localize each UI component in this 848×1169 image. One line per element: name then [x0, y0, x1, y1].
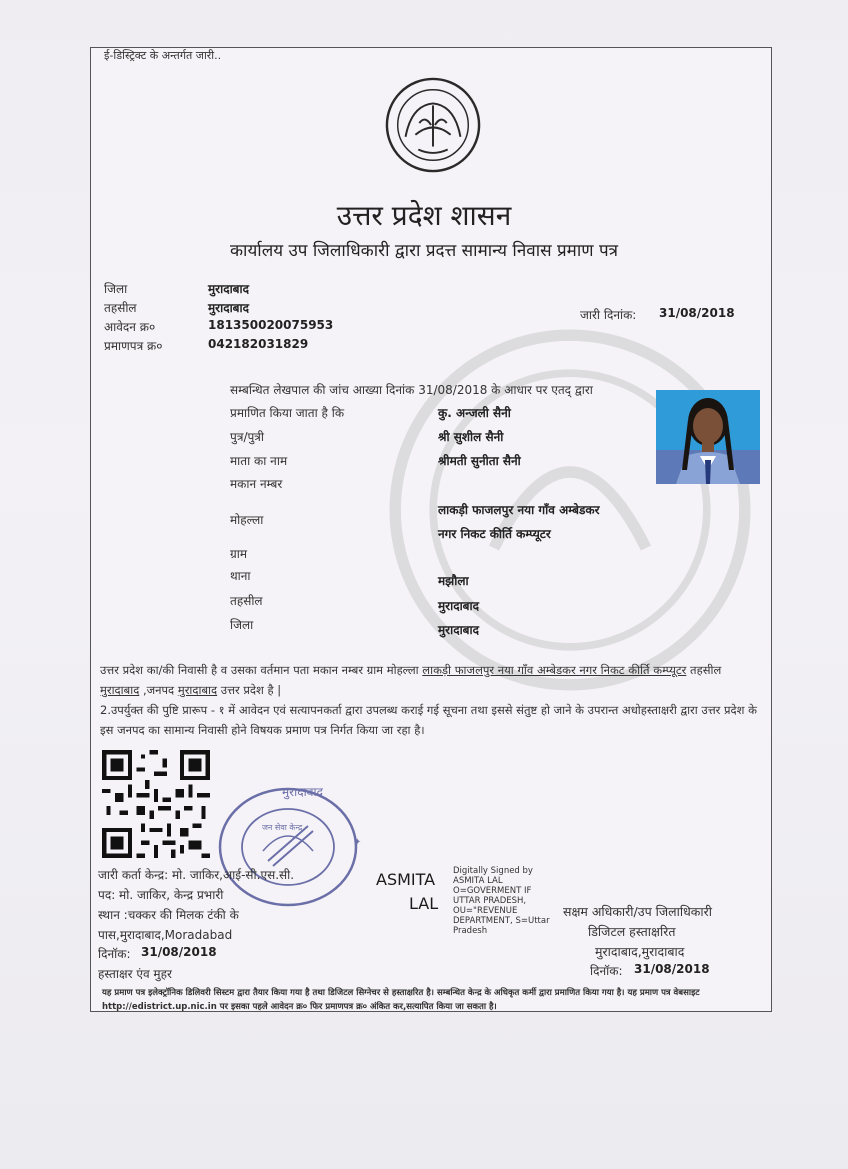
- stamp-inner-text: जन सेवा केन्द्र: [262, 823, 303, 832]
- document-subtitle: कार्यालय उप जिलाधिकारी द्वारा प्रदत्त सामान्य निवास प्रमाण पत्र: [229, 241, 618, 261]
- meta-tehsil-value: मुरादाबाद: [208, 301, 250, 315]
- son-daughter-label: पुत्र/पुत्री: [230, 430, 265, 444]
- issue-date-label: जारी दिनांक:: [580, 308, 637, 322]
- digital-sign-name-line2: LAL: [409, 894, 439, 913]
- body-district-value: मुरादाबाद: [438, 623, 480, 637]
- sign-detail: Pradesh: [453, 926, 488, 936]
- issuer-place-line2: पास,मुरादाबाद,Moradabad: [98, 928, 233, 942]
- meta-certificate-value: 042182031829: [208, 337, 309, 351]
- locality-label: मोहल्ला: [230, 513, 264, 527]
- e-district-tag: ई-डिस्ट्रिक्ट के अन्तर्गत जारी..: [104, 49, 222, 62]
- body-district-label: जिला: [230, 618, 254, 632]
- sign-detail: Digitally Signed by: [453, 866, 533, 876]
- body-tehsil-value: मुरादाबाद: [438, 599, 480, 613]
- para1-part-e: ,जनपद: [139, 683, 178, 697]
- authority-line1: सक्षम अधिकारी/उप जिलाधिकारी: [563, 904, 712, 919]
- certified-label: प्रमाणित किया जाता है कि: [230, 406, 345, 420]
- meta-district-label: जिला: [104, 282, 128, 296]
- mother-name: श्रीमती सुनीता सैनी: [438, 454, 521, 468]
- digital-sign-details: [453, 866, 550, 936]
- svg-text:✦: ✦: [353, 837, 362, 848]
- father-name: श्री सुशील सैनी: [438, 430, 504, 444]
- authority-date-label: दिनॉक:: [590, 964, 623, 978]
- locality-line1: लाकड़ी फाजलपुर नया गाँव अम्बेडकर: [438, 503, 600, 517]
- sign-detail: ASMITA LAL: [453, 876, 503, 886]
- issuer-post: पद: मो. जाकिर, केन्द्र प्रभारी: [98, 888, 224, 902]
- sign-detail: UTTAR PRADESH,: [453, 896, 527, 906]
- sign-detail: O=GOVERMENT IF: [453, 886, 532, 896]
- para1-tehsil: मुरादाबाद: [100, 683, 140, 697]
- para1-part-g: उत्तर प्रदेश है |: [217, 683, 282, 697]
- meta-certificate-label: प्रमाणपत्र क्र०: [104, 339, 163, 353]
- issuer-date-label: दिनॉक:: [98, 947, 131, 961]
- issuer-center: जारी कर्ता केन्द्र: मो. जाकिर,आई-सी.एस.सी.: [98, 868, 295, 882]
- para1-part-c: तहसील: [686, 663, 722, 677]
- applicant-name: कु. अन्जली सैनी: [438, 406, 511, 420]
- document-title: उत्तर प्रदेश शासन: [336, 199, 512, 232]
- issuer-place-line1: स्थान :चक्कर की मिलक टंकी के: [98, 908, 239, 922]
- authority-line3: मुरादाबाद,मुरादाबाद: [595, 944, 685, 959]
- meta-application-value: 181350020075953: [208, 318, 334, 332]
- footer-note: यह प्रमाण पत्र इलेक्ट्रॉनिक डिलिवरी सिस्टम द्वारा तैयार किया गया है तथा डिजिटल सिग्नेचर से हस्ताक्षरित है। सम्बन्धित केन्द्र के अधिकृत कर्मी द्वारा प्रमाणित किया गया है। यह प्रमाण पत्र वेबसाइट http://edistrict.up.nic.in पर इसका पहले आवेदन क्र० फिर प्रमाणपत्र क्र० अंकित कर,सत्यापित किया जा सकता है।: [102, 988, 700, 1012]
- applicant-photo: [656, 390, 760, 484]
- confirmation-paragraph: 2.उपर्युक्त की पुष्टि प्रारूप - १ में आवेदन एवं सत्यापनकर्ता द्वारा उपलब्ध कराई गई सूचना तथा इससे संतुष्ट हो जाने के उपरान्त अधोहस्ताक्षरी द्वारा उत्तर प्रदेश के इस जनपद का सामान्य निवासी होने विषयक प्रमाण पत्र निर्गत किया जा रहा है।: [100, 703, 757, 737]
- locality-line2: नगर निकट कीर्ति कम्प्यूटर: [438, 527, 551, 541]
- intro-line: सम्बन्धित लेखपाल की जांच आख्या दिनांक 31/08/2018 के आधार पर एतद् द्वारा: [230, 383, 593, 397]
- issuer-sign-label: हस्ताक्षर एंव मुहर: [98, 967, 172, 981]
- issuer-date-value: 31/08/2018: [141, 945, 217, 959]
- police-value: मझौला: [438, 574, 469, 588]
- sign-detail: DEPARTMENT, S=Uttar: [453, 916, 550, 926]
- digital-sign-name-line1: ASMITA: [376, 870, 436, 889]
- issue-date-value: 31/08/2018: [659, 306, 735, 320]
- authority-date-value: 31/08/2018: [634, 962, 710, 976]
- residence-paragraph: [100, 660, 760, 700]
- body-tehsil-label: तहसील: [230, 594, 263, 608]
- meta-application-label: आवेदन क्र०: [104, 320, 156, 334]
- para1-part-a: उत्तर प्रदेश का/की निवासी है व उसका वर्तमान पता मकान नम्बर ग्राम मोहल्ला: [100, 663, 423, 677]
- house-label: मकान नम्बर: [230, 477, 283, 491]
- qr-code: [101, 750, 211, 858]
- stamp-top-text: मुरादाबाद: [282, 785, 324, 799]
- meta-district-value: मुरादाबाद: [208, 282, 250, 296]
- police-label: थाना: [230, 569, 251, 583]
- service-center-stamp-icon: [213, 781, 363, 911]
- mother-label: माता का नाम: [230, 454, 288, 468]
- para1-district: मुरादाबाद: [177, 683, 218, 697]
- sign-detail: OU="REVENUE: [453, 906, 518, 916]
- authority-line2: डिजिटल हस्ताक्षरित: [588, 924, 676, 939]
- para1-address: लाकड़ी फाजलपुर नया गाँव अम्बेडकर नगर निकट कीर्ति कम्प्यूटर: [422, 663, 687, 677]
- up-government-emblem-icon: [382, 76, 484, 174]
- village-label: ग्राम: [230, 547, 248, 561]
- meta-tehsil-label: तहसील: [104, 301, 137, 315]
